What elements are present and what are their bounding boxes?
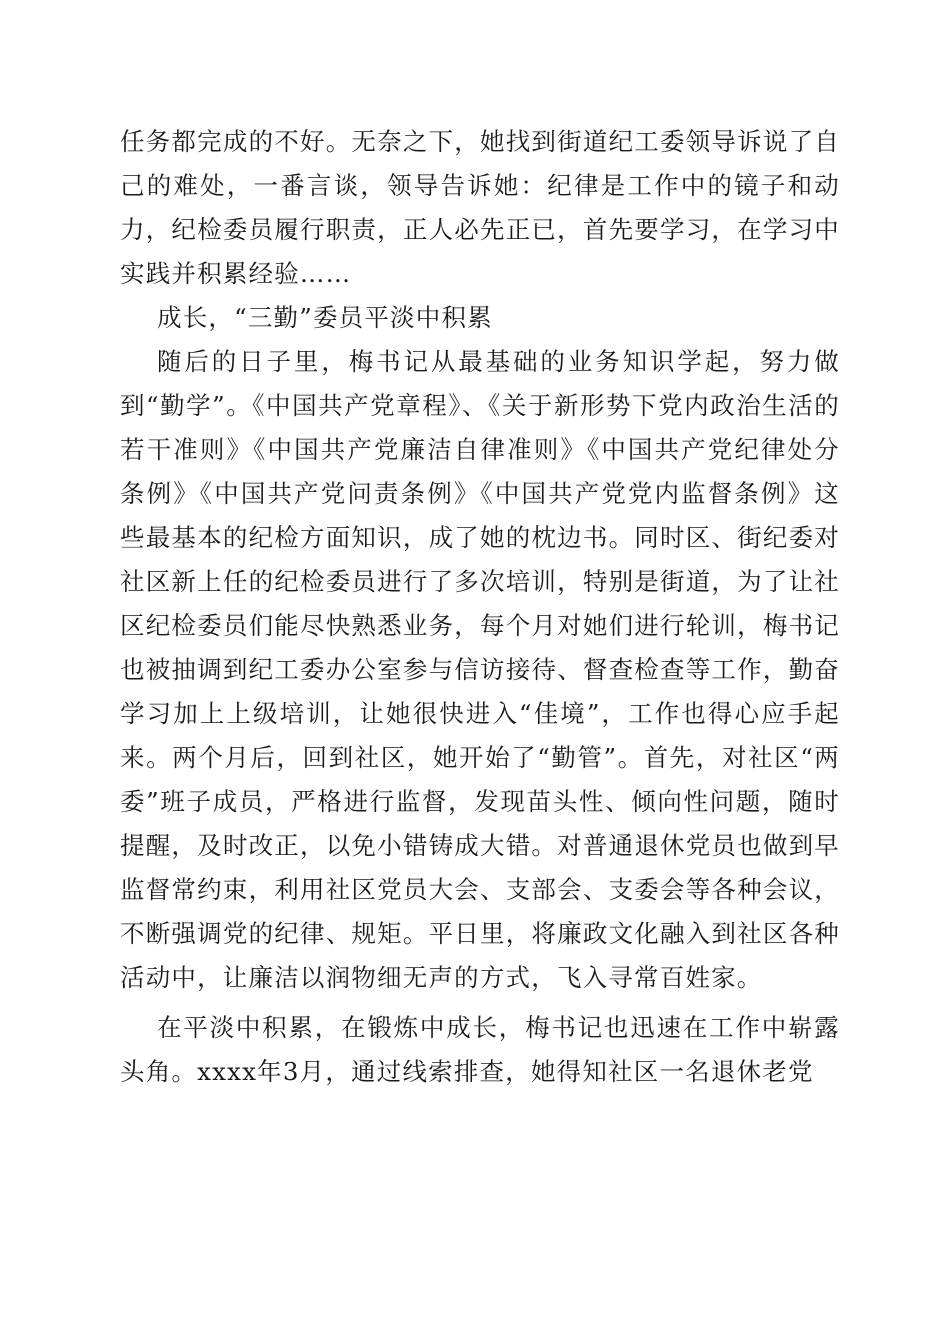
paragraph-1: 任务都完成的不好。无奈之下，她找到街道纪工委领导诉说了自己的难处，一番言谈，领导告诉她：纪律是工作中的镜子和动力，纪检委员履行职责，正人必先正已，首先要学习，在学习中实践并积累经验…… — [120, 127, 840, 288]
section-heading: 成长，“三勤”委员平淡中积累 — [157, 303, 493, 332]
paragraph-3: 在平淡中积累，在锻炼中成长，梅书记也迅速在工作中崭露头角。xxxx年3月，通过线索排查，她得知社区一名退休老党 — [120, 1013, 840, 1086]
paragraph-2: 随后的日子里，梅书记从最基础的业务知识学起，努力做到“勤学”。《中国共产党章程》、《关于新形势下党内政治生活的若干准则》《中国共产党廉洁自律准则》《中国共产党纪律处分条例》《中国共产党问责条例》《中国共产党党内监督条例》这些最基本的纪检方面知识，成了她的枕边书。同时区、街纪委对社区新上任的纪检委员进行了多次培训，特别是街道，为了让社区纪检委员们能尽快熟悉业务，每个月对她们进行轮训，梅书记也被抽调到纪工委办公室参与信访接待、督查检查等工作，勤奋学习加上上级培训，让她很快进入“佳境”，工作也得心应手起来。两个月后，回到社区，她开始了“勤管”。首先，对社区“两委”班子成员，严格进行监督，发现苗头性、倾向性问题，随时提醒，及时改正，以免小错铸成大错。对普通退休党员也做到早监督常约束，利用社区党员大会、支部会、支委会等各种会议，不断强调党的纪律、规矩。平日里，将廉政文化融入到社区各种活动中，让廉洁以润物细无声的方式，飞入寻常百姓家。 — [120, 347, 840, 992]
document-body — [120, 120, 840, 1094]
